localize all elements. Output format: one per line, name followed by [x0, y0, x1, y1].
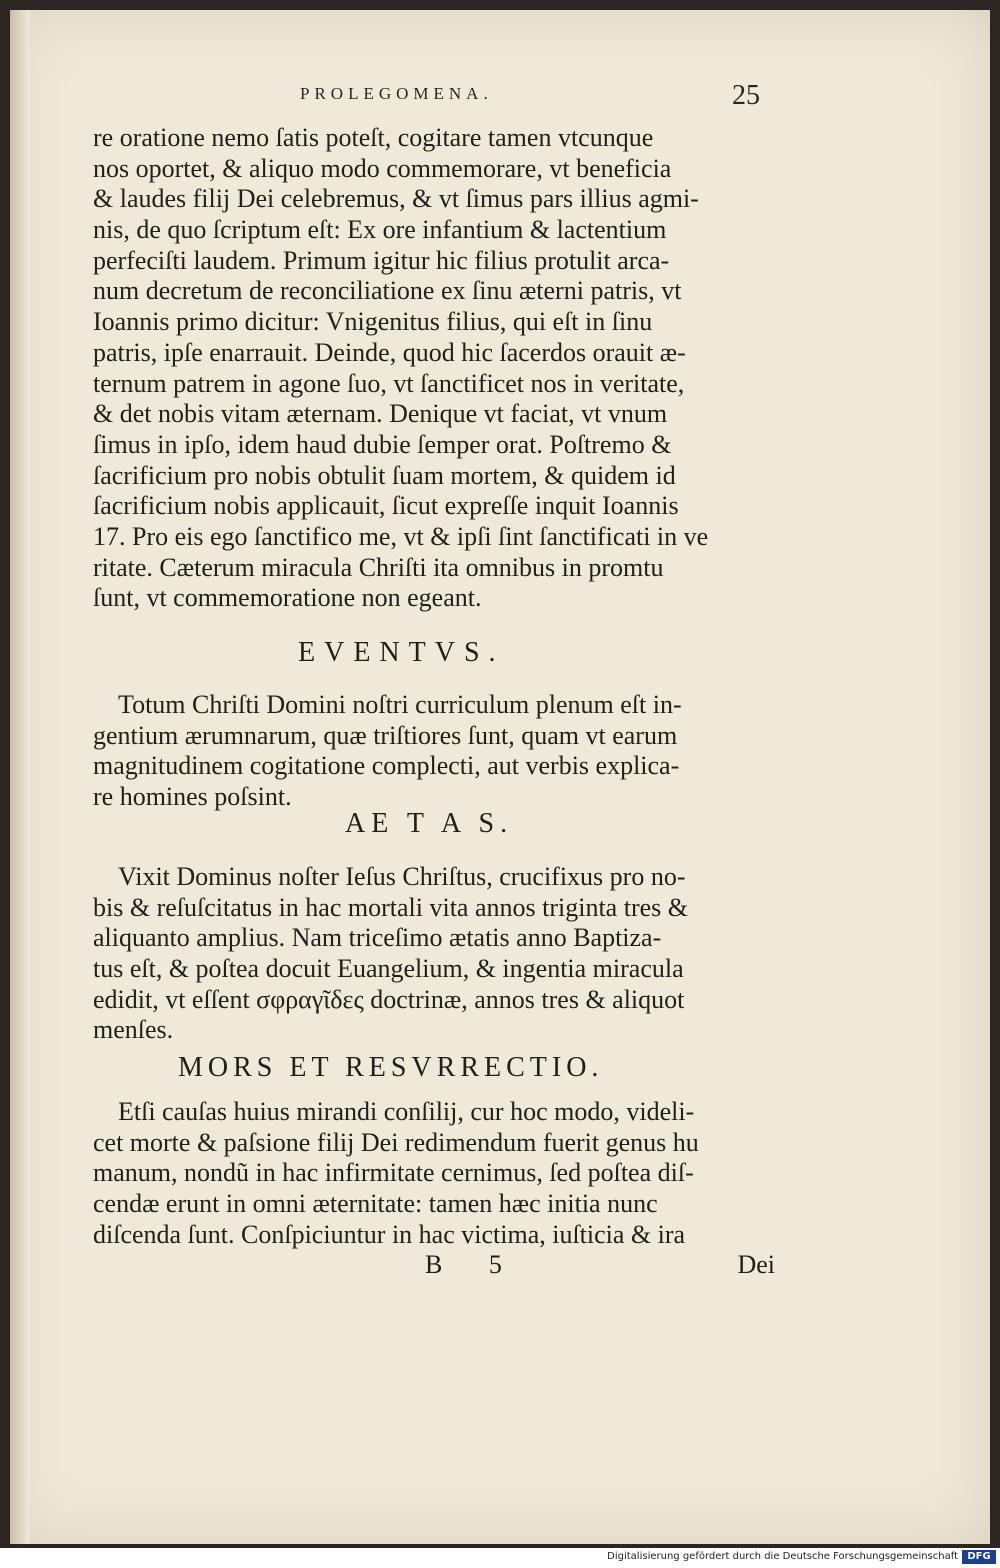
text-line: patris, ipſe enarrauit. Deinde, quod hic ſacerdos orauit æ-: [93, 337, 686, 367]
text-line: cendæ erunt in omni æternitate: tamen hæc initia nunc: [93, 1189, 658, 1219]
signature-mark: B 5: [425, 1250, 522, 1279]
text-line: 17. Pro eis ego ſanctifico me, vt & ipſi ſint ſanctificati in ve: [93, 521, 709, 551]
page-number: 25: [732, 80, 760, 111]
text-line: Ioannis primo dicitur: Vnigenitus filius, qui eſt in ſinu: [93, 307, 653, 337]
section-heading-aetas: AE T A S.: [345, 808, 514, 839]
text-line: edidit, vt eſſent σφραγῖδες doctrinæ, annos tres & aliquot: [93, 984, 685, 1014]
attribution-text: Digitalisierung gefördert durch die Deutsche Forschungsgemeinschaft: [607, 1551, 958, 1562]
section-text-eventus: [93, 690, 778, 813]
text-line: ſacrificium pro nobis obtulit ſuam mortem, & quidem id: [93, 460, 676, 490]
page-gutter-shadow: [10, 10, 30, 1544]
running-head: PROLEGOMENA.: [300, 84, 493, 103]
text-line: bis & reſuſcitatus in hac mortali vita annos triginta tres &: [93, 892, 688, 922]
text-line: Etſi cauſas huius mirandi conſilij, cur hoc modo, videli-: [118, 1097, 695, 1126]
text-line: ternum patrem in agone ſuo, vt ſanctificet nos in veritate,: [93, 368, 685, 398]
dfg-logo-icon: DFG: [962, 1550, 996, 1564]
text-line: re homines poſsint.: [93, 782, 292, 812]
text-line: & det nobis vitam æternam. Denique vt faciat, vt vnum: [93, 399, 668, 429]
text-line: ſacrificium nobis applicauit, ſicut expreſſe inquit Ioannis: [93, 491, 679, 521]
text-line: cet morte & paſsione filij Dei redimendum fuerit genus hu: [93, 1127, 699, 1157]
section-heading-eventus: EVENTVS.: [298, 637, 505, 668]
text-line: nos oportet, & aliquo modo commemorare, vt beneficia: [93, 153, 672, 183]
text-line: nis, de quo ſcriptum eſt: Ex ore infantium & lactentium: [93, 215, 667, 245]
text-line: ritate. Cæterum miracula Chriſti ita omnibus in promtu: [93, 552, 664, 582]
text-line: tus eſt, & poſtea docuit Euangelium, & ingentia miracula: [93, 954, 684, 984]
text-line: diſcenda ſunt. Conſpiciuntur in hac victima, iuſticia & ira: [93, 1219, 686, 1249]
text-line: perfeciſti laudem. Primum igitur hic filius protulit arca-: [93, 245, 670, 275]
text-line: aliquanto amplius. Nam triceſimo ætatis anno Baptiza-: [93, 923, 662, 953]
section-heading-mors-et-resurrectio: MORS ET RESVRRECTIO.: [178, 1052, 604, 1083]
main-text: [93, 123, 773, 614]
text-line: ſimus in ipſo, idem haud dubie ſemper orat. Poſtremo &: [93, 429, 672, 459]
section-text-mors-et-resurrectio: [93, 1097, 778, 1250]
text-line: re oratione nemo ſatis poteſt, cogitare tamen vtcunque: [93, 123, 654, 152]
section-text-aetas: [93, 862, 778, 1046]
text-line: & laudes filij Dei celebremus, & vt ſimus pars illius agmi-: [93, 184, 699, 214]
text-line: magnitudinem cogitatione complecti, aut verbis explica-: [93, 751, 680, 781]
text-line: Vixit Dominus noſter Ieſus Chriſtus, crucifixus pro no-: [118, 862, 686, 891]
text-line: Totum Chriſti Domini noſtri curriculum plenum eſt in-: [118, 690, 682, 719]
text-line: ſunt, vt commemoratione non egeant.: [93, 583, 482, 613]
text-line: num decretum de reconciliatione ex ſinu æterni patris, vt: [93, 276, 682, 306]
catchword: Dei: [737, 1250, 775, 1279]
text-line: gentium ærumnarum, quæ triſtiores ſunt, quam vt earum: [93, 720, 678, 750]
text-line: menſes.: [93, 1015, 174, 1045]
text-line: manum, nondũ in hac infirmitate cernimus, ſed poſtea diſ-: [93, 1158, 694, 1188]
